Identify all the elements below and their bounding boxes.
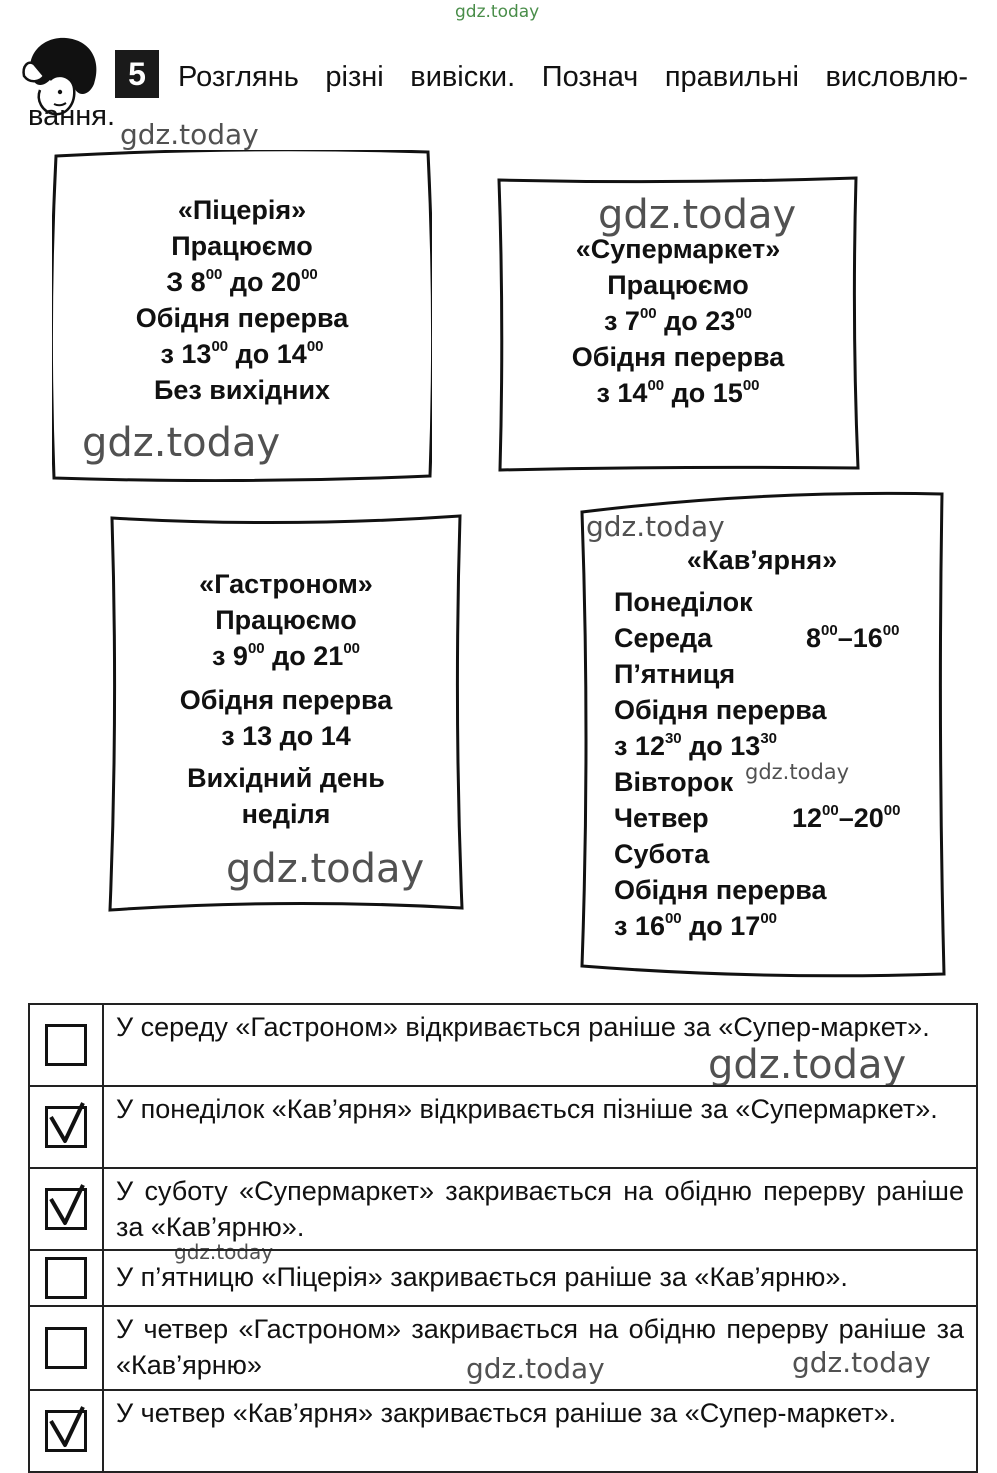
statements-table bbox=[28, 1003, 978, 1473]
sign-hours: з $9^{00}$ до $21^{00}$ bbox=[211, 640, 360, 671]
table-row bbox=[30, 1307, 976, 1391]
sign-break-hours: з $14^{00}$ до $15^{00}$ bbox=[596, 377, 760, 408]
sign-line: Обідня перерва bbox=[135, 303, 349, 333]
table-row bbox=[30, 1169, 976, 1251]
sign-line: Працюємо bbox=[215, 605, 357, 635]
sign-line: Обідня перерва bbox=[179, 685, 393, 715]
statement-checkbox[interactable] bbox=[45, 1024, 87, 1066]
sign-line: Без вихідних bbox=[153, 375, 331, 405]
sign-pizzeria bbox=[52, 150, 432, 482]
cafe-break-label: Обідня перерва bbox=[614, 695, 827, 725]
watermark: gdz.today bbox=[708, 1042, 907, 1088]
sign-line: Вихідний день bbox=[187, 763, 385, 793]
watermark: gdz.today bbox=[745, 760, 850, 784]
statement-text: У четвер «Кав’ярня» закривається раніше за «Супер-маркет». bbox=[116, 1398, 897, 1428]
sign-line: Працюємо bbox=[607, 270, 749, 300]
sign-break-hours: з $13^{00}$ до $14^{00}$ bbox=[160, 338, 324, 369]
cafe-hours: $8^{00}-16^{00}$ bbox=[806, 622, 900, 653]
cafe-day: П’ятниця bbox=[614, 659, 736, 689]
statement-text: У п’ятницю «Піцерія» закривається раніше за «Кав’ярню». bbox=[116, 1262, 848, 1292]
watermark: gdz.today bbox=[455, 2, 540, 22]
check-mark-icon bbox=[45, 1401, 89, 1451]
sign-gastronom bbox=[108, 514, 464, 912]
watermark: gdz.today bbox=[226, 846, 425, 892]
cafe-break-hours: з $12^{30}$ до $13^{30}$ bbox=[614, 730, 778, 761]
sign-hours: з $7^{00}$ до $23^{00}$ bbox=[603, 305, 752, 336]
watermark: gdz.today bbox=[82, 420, 281, 466]
task-instruction: Розглянь різні вивіски. Познач правильні висловлю- bbox=[178, 61, 968, 93]
sign-line: неділя bbox=[241, 799, 331, 829]
check-mark-icon bbox=[45, 1097, 89, 1147]
cafe-day: Середа $8^{00}-16^{00}$ bbox=[614, 620, 946, 656]
statement-checkbox[interactable] bbox=[45, 1257, 87, 1299]
watermark: gdz.today bbox=[598, 192, 797, 238]
watermark: gdz.today bbox=[586, 510, 725, 543]
table-row bbox=[30, 1391, 976, 1473]
statement-text: У суботу «Супермаркет» закривається на обідню перерву раніше за «Кав’ярню». bbox=[116, 1176, 964, 1242]
statement-text: У четвер «Гастроном» закривається на обідню перерву раніше за «Кав’ярню» bbox=[116, 1314, 964, 1380]
watermark: gdz.today bbox=[466, 1352, 605, 1385]
watermark: gdz.today bbox=[792, 1346, 931, 1379]
sign-cafe bbox=[578, 490, 946, 978]
task-instruction-continued: вання. bbox=[28, 100, 115, 132]
sign-title: «Кав’ярня» bbox=[686, 545, 838, 575]
check-mark-icon bbox=[45, 1179, 89, 1229]
statement-text: У понеділок «Кав’ярня» відкривається пізніше за «Супермаркет». bbox=[116, 1094, 938, 1124]
cafe-day: Субота bbox=[614, 839, 710, 869]
sign-title: «Супермаркет» bbox=[575, 234, 781, 264]
sign-title: «Піцерія» bbox=[177, 195, 307, 225]
sign-title: «Гастроном» bbox=[199, 569, 373, 599]
cafe-break-label: Обідня перерва bbox=[614, 875, 827, 905]
sign-supermarket bbox=[496, 176, 860, 472]
table-row bbox=[30, 1087, 976, 1169]
watermark: gdz.today bbox=[174, 1240, 274, 1264]
watermark: gdz.today bbox=[120, 118, 259, 151]
sign-line: з 13 до 14 bbox=[221, 721, 351, 751]
cafe-day: Вівторок bbox=[614, 767, 734, 797]
task-number: 5 bbox=[115, 50, 159, 98]
statement-text: У середу «Гастроном» відкривається раніше за «Супер-маркет». bbox=[116, 1012, 930, 1042]
cafe-day: Четвер $12^{00}-20^{00}$ bbox=[614, 800, 946, 836]
statement-checkbox[interactable] bbox=[45, 1188, 87, 1230]
statement-checkbox[interactable] bbox=[45, 1106, 87, 1148]
sign-line: Обідня перерва bbox=[571, 342, 785, 372]
statement-checkbox[interactable] bbox=[45, 1327, 87, 1369]
cafe-day: Понеділок bbox=[614, 587, 753, 617]
sign-hours: З $8^{00}$ до $20^{00}$ bbox=[166, 266, 318, 297]
cafe-hours: $12^{00}-20^{00}$ bbox=[792, 802, 901, 833]
cafe-break-hours: з $16^{00}$ до $17^{00}$ bbox=[614, 910, 778, 941]
statement-checkbox[interactable] bbox=[45, 1410, 87, 1452]
table-row bbox=[30, 1005, 976, 1087]
table-row bbox=[30, 1251, 976, 1307]
sign-line: Працюємо bbox=[171, 231, 313, 261]
